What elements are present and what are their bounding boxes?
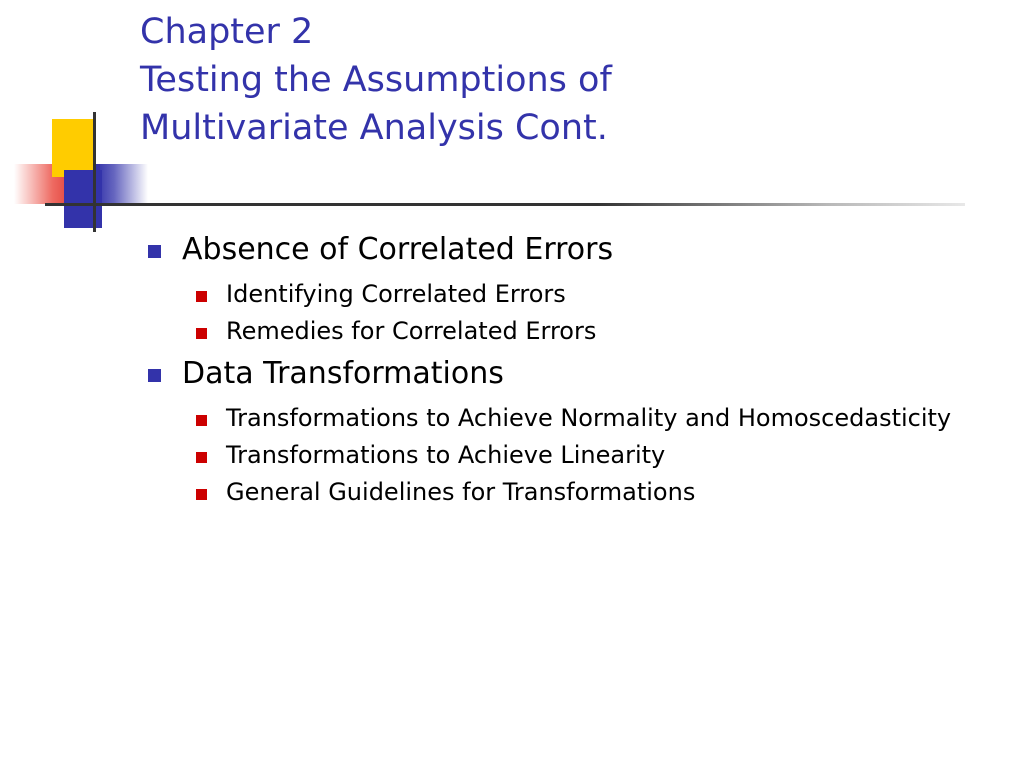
logo-blue-gradient-bar bbox=[96, 164, 148, 204]
bullet-item-level2 bbox=[140, 439, 1000, 472]
bullet-item-level2 bbox=[140, 278, 1000, 311]
bullet-item-level2 bbox=[140, 402, 1000, 435]
square-bullet-icon bbox=[196, 328, 207, 339]
logo-blue-square bbox=[64, 170, 102, 228]
bullet-text: General Guidelines for Transformations bbox=[226, 478, 696, 506]
bullet-item-level1 bbox=[140, 228, 1000, 272]
square-bullet-icon bbox=[196, 415, 207, 426]
logo-vertical-line bbox=[93, 112, 96, 232]
slide-body bbox=[140, 228, 1000, 513]
slide-title bbox=[140, 8, 1000, 152]
slide-title-line-1: Chapter 2 bbox=[140, 12, 314, 52]
bullet-item-level2 bbox=[140, 476, 1000, 509]
bullet-text: Transformations to Achieve Normality and Homoscedasticity bbox=[226, 404, 952, 432]
square-bullet-icon bbox=[196, 291, 207, 302]
bullet-text: Absence of Correlated Errors bbox=[182, 232, 614, 267]
decorative-logo-graphic bbox=[14, 112, 146, 232]
title-divider-rule bbox=[45, 203, 965, 206]
square-bullet-icon bbox=[148, 245, 161, 258]
bullet-text: Transformations to Achieve Linearity bbox=[226, 441, 666, 469]
bullet-item-level1 bbox=[140, 352, 1000, 396]
square-bullet-icon bbox=[196, 452, 207, 463]
slide-title-line-3: Multivariate Analysis Cont. bbox=[140, 108, 608, 148]
bullet-text: Data Transformations bbox=[182, 356, 504, 391]
slide-title-line-2: Testing the Assumptions of bbox=[140, 60, 612, 100]
square-bullet-icon bbox=[196, 489, 207, 500]
logo-yellow-square bbox=[52, 119, 96, 177]
square-bullet-icon bbox=[148, 369, 161, 382]
bullet-text: Identifying Correlated Errors bbox=[226, 280, 566, 308]
bullet-item-level2 bbox=[140, 315, 1000, 348]
bullet-text: Remedies for Correlated Errors bbox=[226, 317, 597, 345]
